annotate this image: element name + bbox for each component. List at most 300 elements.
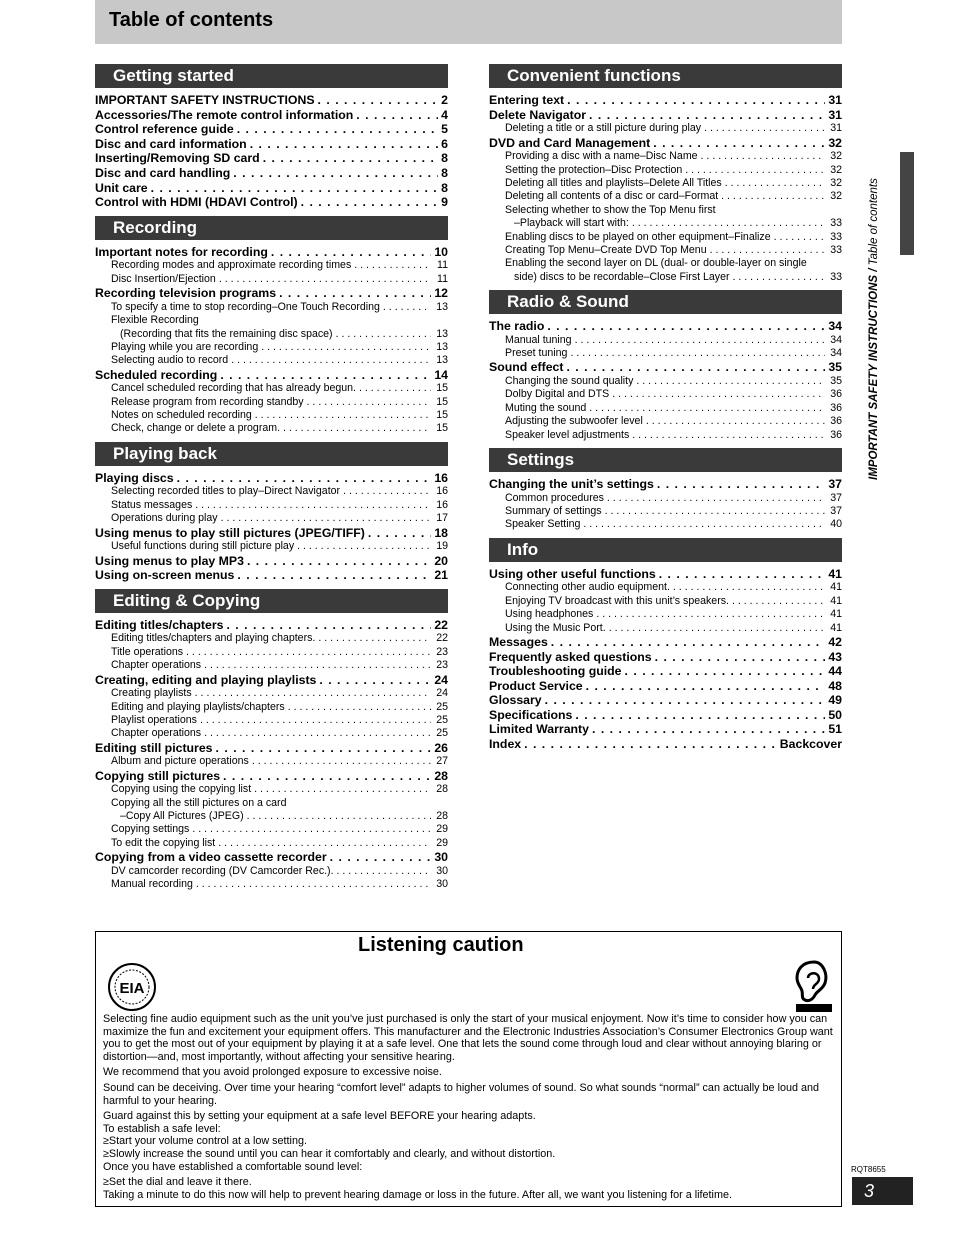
eia-logo-text: EIA: [119, 980, 145, 997]
section-heading: Radio & Sound: [489, 290, 842, 314]
toc-entry: [95, 108, 448, 123]
toc-subentry: [489, 122, 842, 135]
dot-leader: [297, 540, 431, 553]
toc-subentry: [95, 259, 448, 272]
toc-subentry: [95, 273, 448, 286]
dot-leader: [307, 396, 431, 409]
entry-page: 36: [830, 401, 842, 414]
toc-subentry: [95, 659, 448, 672]
entry-title: Copying still pictures: [95, 768, 221, 783]
toc-subentry: [95, 422, 448, 435]
entry-title: Creating playlists: [111, 687, 192, 700]
entry-page: 28: [436, 783, 448, 796]
dot-leader: [151, 181, 439, 196]
toc-subentry: [95, 314, 448, 327]
dot-leader: [356, 108, 438, 123]
entry-title: The radio: [489, 319, 545, 334]
entry-title: Check, change or delete a program.: [111, 422, 281, 435]
entry-title: Using on-screen menus: [95, 568, 235, 583]
entry-title: Inserting/Removing SD card: [95, 151, 260, 166]
toc-subentry: [489, 388, 842, 401]
toc-subentry: [489, 415, 842, 428]
entry-title: Flexible Recording: [111, 314, 199, 327]
dot-leader: [368, 526, 431, 541]
entry-title: Setting the protection–Disc Protection: [505, 163, 683, 176]
toc-entry: [95, 769, 448, 784]
dot-leader: [261, 341, 431, 354]
toc-subentry: [95, 701, 448, 714]
entry-page: 41: [830, 621, 842, 634]
entry-page: 27: [436, 755, 448, 768]
entry-page: 31: [828, 107, 842, 122]
entry-page: 35: [830, 375, 842, 388]
entry-page: 5: [441, 122, 448, 137]
toc-subentry: [95, 409, 448, 422]
dot-leader: [237, 122, 438, 137]
entry-title: Important notes for recording: [95, 244, 268, 259]
dot-leader: [725, 177, 825, 190]
dot-leader: [524, 737, 777, 752]
toc-subentry: [489, 204, 842, 217]
entry-title: Changing the unit’s settings: [489, 477, 654, 491]
entry-page: 32: [830, 190, 842, 203]
entry-title: Editing and playing playlists/chapters: [111, 700, 285, 713]
toc-entry: [95, 368, 448, 383]
entry-page: 25: [436, 727, 448, 740]
entry-title: Recording modes and approximate recording times: [111, 259, 352, 272]
dot-leader: [607, 492, 825, 505]
entry-page: 30: [436, 864, 448, 877]
caution-paragraph: We recommend that you avoid prolonged exposure to excessive noise.: [103, 1066, 442, 1079]
entry-title: Playing while you are recording: [111, 340, 259, 353]
dot-leader: [318, 632, 431, 645]
toc-subentry: [489, 581, 842, 594]
entry-title: Limited Warranty: [489, 722, 589, 737]
dot-leader: [219, 273, 431, 286]
toc-subentry: [489, 164, 842, 177]
entry-title: Deleting all contents of a disc or card–Format: [505, 190, 719, 203]
toc-subentry: [95, 512, 448, 525]
entry-title: Speaker level adjustments: [505, 428, 630, 441]
dot-leader: [685, 164, 825, 177]
dot-leader: [263, 151, 438, 166]
entry-title: Release program from recording standby: [111, 395, 304, 408]
side-tab-marker: [900, 152, 914, 255]
entry-title: Operations during play: [111, 512, 218, 525]
dot-leader: [318, 93, 439, 108]
caution-paragraph: Sound can be deceiving. Over time your hearing “comfort level” adapts to higher volumes of sound. So what sounds “normal” can actually be loud and harmful to your hearing.: [103, 1081, 819, 1107]
toc-subentry: [95, 341, 448, 354]
entry-page: 36: [830, 428, 842, 441]
section-heading: Getting started: [95, 64, 448, 88]
toc-entry: [95, 93, 448, 108]
entry-page: 15: [436, 409, 448, 422]
entry-title: Notes on scheduled recording: [111, 409, 252, 422]
entry-page: 37: [830, 491, 842, 504]
entry-page: 4: [441, 107, 448, 122]
toc-subentry: [489, 429, 842, 442]
entry-page: 32: [830, 150, 842, 163]
entry-title: Entering text: [489, 93, 565, 107]
toc-entry: [489, 693, 842, 708]
toc-right-column: [489, 64, 842, 758]
entry-page: 23: [436, 645, 448, 658]
entry-title: Selecting whether to show the Top Menu first: [505, 203, 716, 216]
entry-title: DV camcorder recording (DV Camcorder Rec.).: [111, 864, 334, 877]
entry-title: Troubleshooting guide: [489, 664, 622, 679]
entry-page: 30: [436, 878, 448, 891]
toc-subentry: [95, 646, 448, 659]
entry-page: 15: [436, 395, 448, 408]
dot-leader: [221, 512, 431, 525]
entry-page: 8: [441, 165, 448, 180]
entry-title: Playlist operations: [111, 713, 197, 726]
toc-subentry: [489, 271, 842, 284]
entry-page: 28: [436, 810, 448, 823]
dot-leader: [625, 664, 826, 679]
toc-subentry: [95, 540, 448, 553]
toc-subentry: [489, 244, 842, 257]
dot-leader: [330, 850, 432, 865]
toc-subentry: [95, 485, 448, 498]
toc-entry: [95, 618, 448, 633]
dot-leader: [653, 136, 825, 151]
dot-leader: [223, 769, 431, 784]
entry-page: 33: [830, 243, 842, 256]
entry-title: DVD and Card Management: [489, 135, 651, 150]
entry-title: Common procedures: [505, 491, 604, 504]
entry-page: 25: [436, 713, 448, 726]
entry-title: Creating, editing and playing playlists: [95, 672, 317, 687]
entry-page: 33: [830, 217, 842, 230]
entry-page: 8: [441, 180, 448, 195]
entry-title: Sound effect: [489, 360, 564, 375]
dot-leader: [233, 166, 438, 181]
dot-leader: [592, 722, 825, 737]
dot-leader: [589, 108, 825, 123]
entry-title: Disc Insertion/Ejection: [111, 272, 216, 285]
section-heading: Playing back: [95, 442, 448, 466]
entry-page: 51: [828, 722, 842, 737]
toc-section: [489, 290, 842, 442]
entry-page: 22: [434, 617, 448, 632]
toc-subentry: [489, 622, 842, 635]
toc-entry: [95, 151, 448, 166]
dot-leader: [343, 485, 431, 498]
entry-page: 42: [828, 634, 842, 649]
entry-page: 21: [434, 568, 448, 583]
toc-entry: [489, 477, 842, 492]
dot-leader: [566, 360, 825, 375]
dot-leader: [636, 375, 825, 388]
toc-entry: [95, 181, 448, 196]
entry-title: Enjoying TV broadcast with this unit’s speakers.: [505, 594, 729, 607]
entry-title: (Recording that fits the remaining disc space): [120, 327, 333, 340]
dot-leader: [195, 499, 431, 512]
toc-subentry: [489, 608, 842, 621]
entry-title: Editing titles/chapters: [95, 617, 224, 632]
entry-page: Backcover: [779, 737, 842, 752]
dot-leader: [721, 190, 825, 203]
dot-leader: [701, 150, 825, 163]
entry-page: 35: [828, 360, 842, 375]
entry-page: 44: [828, 664, 842, 679]
toc-subentry: [489, 375, 842, 388]
listening-logo-icon: [792, 958, 836, 1014]
entry-title: side) discs to be recordable–Close First Layer: [514, 270, 730, 283]
dot-leader: [237, 568, 431, 583]
entry-title: Dolby Digital and DTS: [505, 388, 610, 401]
toc-entry: [95, 526, 448, 541]
entry-page: 50: [828, 707, 842, 722]
entry-title: Deleting a title or a still picture during play: [505, 122, 702, 135]
toc-entry: [489, 664, 842, 679]
entry-title: Control reference guide: [95, 122, 234, 137]
dot-leader: [596, 608, 825, 621]
dot-leader: [605, 505, 825, 518]
dot-leader: [336, 328, 431, 341]
entry-title: Copying from a video cassette recorder: [95, 850, 327, 865]
entry-page: 28: [434, 768, 448, 783]
dot-leader: [231, 354, 431, 367]
title-bar: [95, 0, 842, 44]
dot-leader: [354, 259, 431, 272]
caution-paragraph: Taking a minute to do this now will help to prevent hearing damage or loss in the future. After all, we want you listening for a lifetime.: [103, 1188, 732, 1201]
dot-leader: [192, 823, 431, 836]
page-title: Table of contents: [109, 9, 274, 31]
toc-subentry: [489, 231, 842, 244]
caution-paragraph: To establish a safe level:: [103, 1122, 221, 1135]
entry-page: 31: [828, 93, 842, 107]
entry-page: 37: [830, 504, 842, 517]
entry-title: Changing the sound quality: [505, 375, 634, 388]
toc-subentry: [95, 396, 448, 409]
entry-title: Manual tuning: [505, 333, 572, 346]
entry-page: 15: [436, 382, 448, 395]
toc-entry: [489, 722, 842, 737]
toc-entry: [95, 195, 448, 210]
toc-subentry: [489, 505, 842, 518]
entry-title: Delete Navigator: [489, 107, 587, 122]
toc-entry: [95, 166, 448, 181]
toc-subentry: [95, 837, 448, 850]
dot-leader: [733, 271, 825, 284]
toc-subentry: [489, 518, 842, 531]
toc-section: [95, 216, 448, 436]
toc-subentry: [95, 755, 448, 768]
dot-leader: [319, 673, 431, 688]
toc-entry: [489, 567, 842, 582]
dot-leader: [337, 865, 431, 878]
section-heading: Settings: [489, 448, 842, 472]
toc-entry: [95, 673, 448, 688]
entry-title: Copying settings: [111, 823, 190, 836]
entry-page: 17: [436, 512, 448, 525]
entry-page: 16: [434, 470, 448, 485]
entry-page: 41: [830, 594, 842, 607]
toc-entry: [95, 471, 448, 486]
caution-paragraph: Guard against this by setting your equipment at a safe level BEFORE your hearing adapts.: [103, 1110, 536, 1123]
dot-leader: [204, 659, 431, 672]
entry-title: Title operations: [111, 645, 184, 658]
dot-leader: [655, 650, 826, 665]
dot-leader: [200, 714, 431, 727]
entry-page: 36: [830, 415, 842, 428]
dot-leader: [196, 878, 431, 891]
entry-title: Album and picture operations: [111, 755, 249, 768]
toc-entry: [489, 319, 842, 334]
dot-leader: [657, 477, 825, 492]
entry-title: Manual recording: [111, 878, 193, 891]
toc-subentry: [95, 865, 448, 878]
entry-title: Disc and card handling: [95, 165, 231, 180]
entry-page: 29: [436, 823, 448, 836]
dot-leader: [252, 755, 431, 768]
section-heading: Editing & Copying: [95, 589, 448, 613]
entry-title: Unit care: [95, 180, 148, 195]
dot-leader: [586, 679, 826, 694]
section-heading: Recording: [95, 216, 448, 240]
entry-page: 12: [434, 286, 448, 301]
entry-page: 37: [828, 477, 842, 491]
entry-page: 33: [830, 230, 842, 243]
dot-leader: [288, 701, 431, 714]
entry-page: 43: [828, 649, 842, 664]
entry-page: 19: [436, 540, 448, 553]
page-number: 3: [852, 1177, 913, 1205]
entry-page: 15: [436, 422, 448, 435]
entry-page: 34: [828, 319, 842, 334]
dot-leader: [583, 518, 825, 531]
dot-leader: [673, 581, 825, 594]
dot-leader: [216, 741, 432, 756]
toc-entry: [95, 286, 448, 301]
caution-paragraph: Selecting fine audio equipment such as the unit you’ve just purchased is only the start of your musical enjoyment. Now it’s time to consider how you can maximize the fun and excitement your equipment offers. This manufacturer and the Electronic Industries Association’s Consumer Electronics Group want you to get the most out of your equipment by playing it at a safe level. One that lets the sound come through loud and clear without annoying blaring or distortion—and, most importantly, without affecting your sensitive hearing.: [103, 1013, 833, 1063]
entry-title: IMPORTANT SAFETY INSTRUCTIONS: [95, 93, 315, 107]
entry-page: 40: [830, 518, 842, 531]
toc-subentry: [95, 810, 448, 823]
toc-entry: [95, 137, 448, 152]
toc-entry: [489, 136, 842, 151]
toc-subentry: [95, 783, 448, 796]
entry-title: Status messages: [111, 498, 193, 511]
entry-page: 13: [436, 340, 448, 353]
dot-leader: [271, 245, 431, 260]
toc-section: [95, 442, 448, 583]
toc-subentry: [95, 878, 448, 891]
entry-page: 18: [434, 525, 448, 540]
entry-title: Using menus to play still pictures (JPEG/TIFF): [95, 525, 365, 540]
toc-subentry: [489, 334, 842, 347]
entry-page: 22: [436, 632, 448, 645]
entry-title: Chapter operations: [111, 659, 202, 672]
side-label-rest: Table of contents: [868, 178, 880, 266]
entry-title: –Playback will start with:: [514, 217, 629, 230]
section-heading: Convenient functions: [489, 64, 842, 88]
toc-subentry: [489, 217, 842, 230]
dot-leader: [254, 783, 431, 796]
dot-leader: [279, 286, 431, 301]
dot-leader: [301, 195, 439, 210]
toc-entry: [489, 737, 842, 752]
toc-entry: [95, 554, 448, 569]
entry-page: 32: [830, 163, 842, 176]
entry-page: 41: [828, 566, 842, 581]
entry-page: 9: [441, 195, 448, 210]
entry-page: 13: [436, 327, 448, 340]
entry-page: 41: [830, 581, 842, 594]
toc-subentry: [95, 382, 448, 395]
entry-title: Enabling discs to be played on other equipment–Finalize: [505, 230, 771, 243]
dot-leader: [704, 122, 825, 135]
dot-leader: [710, 244, 825, 257]
dot-leader: [226, 618, 431, 633]
toc-subentry: [95, 714, 448, 727]
toc-subentry: [489, 190, 842, 203]
entry-page: 25: [436, 700, 448, 713]
entry-page: 16: [436, 485, 448, 498]
side-running-header: [868, 120, 884, 480]
toc-subentry: [489, 347, 842, 360]
dot-leader: [551, 635, 826, 650]
dot-leader: [383, 301, 431, 314]
dot-leader: [589, 402, 825, 415]
entry-title: Product Service: [489, 678, 583, 693]
section-heading: Info: [489, 538, 842, 562]
entry-page: 32: [828, 135, 842, 150]
dot-leader: [732, 595, 825, 608]
entry-page: 31: [830, 122, 842, 135]
toc-section: [95, 589, 448, 892]
dot-leader: [612, 388, 825, 401]
toc-subentry: [489, 177, 842, 190]
entry-title: Cancel scheduled recording that has already begun.: [111, 382, 356, 395]
dot-leader: [575, 708, 825, 723]
entry-page: 11: [437, 259, 448, 272]
entry-title: Muting the sound: [505, 401, 587, 414]
entry-page: 11: [437, 272, 448, 285]
toc-entry: [489, 679, 842, 694]
entry-page: 34: [830, 347, 842, 360]
entry-title: Useful functions during still picture play: [111, 540, 295, 553]
entry-page: 24: [436, 687, 448, 700]
toc-subentry: [95, 301, 448, 314]
entry-title: To specify a time to stop recording–One Touch Recording: [111, 300, 380, 313]
entry-title: Using menus to play MP3: [95, 553, 244, 568]
toc-left-column: [95, 64, 448, 898]
entry-title: Index: [489, 737, 522, 752]
toc-subentry: [95, 727, 448, 740]
entry-title: Summary of settings: [505, 504, 602, 517]
toc-subentry: [95, 632, 448, 645]
dot-leader: [567, 93, 825, 108]
dot-leader: [186, 646, 431, 659]
entry-title: Using headphones: [505, 608, 594, 621]
dot-leader: [659, 567, 826, 582]
entry-page: 29: [436, 836, 448, 849]
dot-leader: [218, 837, 431, 850]
toc-section: [489, 448, 842, 532]
dot-leader: [632, 429, 825, 442]
entry-page: 13: [436, 300, 448, 313]
dot-leader: [774, 231, 825, 244]
entry-page: 23: [436, 659, 448, 672]
entry-title: Preset tuning: [505, 347, 568, 360]
entry-page: 2: [441, 93, 448, 107]
entry-page: 49: [828, 693, 842, 708]
entry-title: Specifications: [489, 707, 573, 722]
dot-leader: [250, 137, 438, 152]
